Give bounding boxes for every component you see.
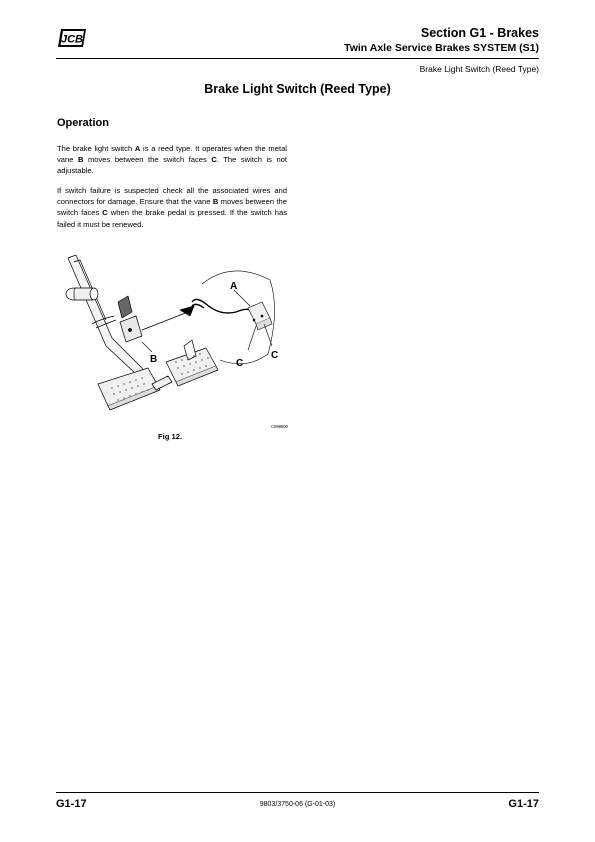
label-b: B [150,354,158,365]
text-run: when the brake pedal is pressed. If the switch has failed it must be renewed. [57,208,287,229]
text-run: If switch failure is suspected check all the associated wires and connectors for damage. Ensure that the vane [57,186,287,207]
header-rule [56,58,539,59]
figure-code: C089500 [271,424,288,429]
section-title: Section G1 - Brakes [420,26,539,40]
brake-pedal-illustration [56,250,292,432]
text-run: moves between the switch faces [57,197,287,218]
footer-rule [56,792,539,793]
figure-caption: Fig 12. [158,432,183,441]
bold-reference: B [212,197,219,207]
section-subtitle: Twin Axle Service Brakes SYSTEM (S1) [344,42,539,54]
page-number-right: G1-17 [508,798,539,810]
jcb-logo [56,27,88,49]
operation-paragraph-1 [57,143,287,177]
bold-reference: B [77,155,84,165]
text-run: . The switch is not adjustable. [57,155,287,176]
page-number-left: G1-17 [56,798,87,810]
document-reference: 9803/3750-06 (G-01-03) [259,801,336,808]
operation-heading: Operation [57,117,109,129]
bold-reference: C [102,208,108,218]
operation-paragraph-2 [57,185,287,230]
bold-reference: A [134,144,141,153]
label-a: A [230,281,238,292]
label-c-right: C [271,350,279,361]
page-title: Brake Light Switch (Reed Type) [204,82,391,96]
svg-text:JCB: JCB [60,33,84,46]
breadcrumb: Brake Light Switch (Reed Type) [419,64,539,74]
text-run: is a reed type. It operates when the metal vane [57,144,287,165]
text-run: The brake light switch [57,144,135,153]
label-c-left: C [236,358,244,369]
bold-reference: C [211,155,217,165]
text-run: moves between the switch faces [83,155,212,165]
